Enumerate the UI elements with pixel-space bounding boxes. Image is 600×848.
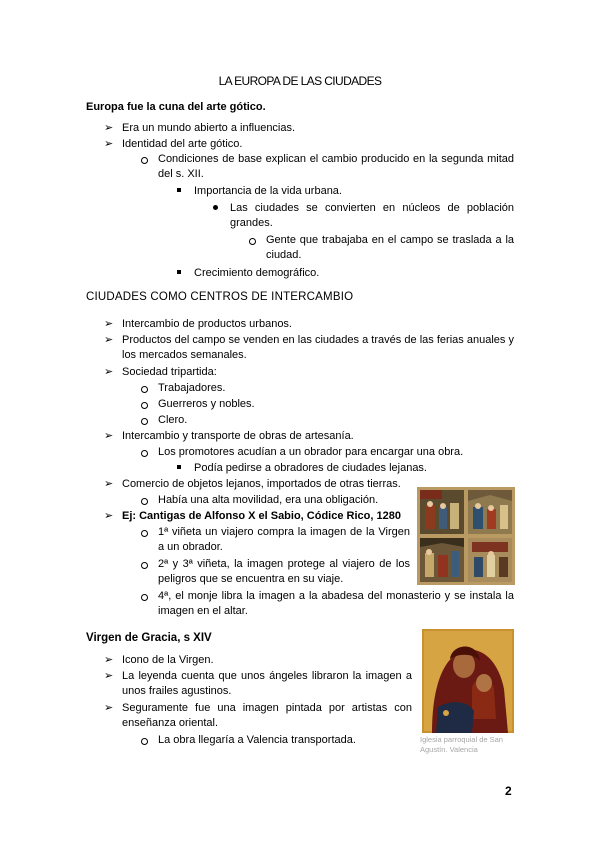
list-item: 2ª y 3ª viñeta, la imagen protege al viajero de los peligros que se encuentra en su viaje.: [158, 558, 410, 585]
cantigas-illustration: [417, 487, 515, 585]
arrow-bullet-icon: ➢: [104, 318, 114, 330]
square-bullet-icon: [177, 465, 181, 469]
list-item: Clero.: [158, 414, 188, 426]
circle-bullet-icon: [141, 738, 148, 745]
image-caption: Iglesia parroquial de San Agustín. Valencia: [420, 735, 503, 754]
vignette-3: [420, 538, 464, 582]
list-item: Seguramente fue una imagen pintada por artistas con enseñanza oriental.: [122, 702, 412, 729]
circle-bullet-icon: [141, 530, 148, 537]
list-item: 4ª, el monje libra la imagen a la abadesa del monasterio y se instala la imagen en el altar.: [158, 590, 514, 617]
vignette-2: [468, 490, 512, 534]
list-item: 1ª viñeta un viajero compra la imagen de la Virgen a un obrador.: [158, 526, 410, 553]
dot-bullet-icon: [213, 205, 218, 210]
list-item: Icono de la Virgen.: [122, 654, 214, 666]
section-heading: Virgen de Gracia, s XIV: [86, 632, 212, 644]
list-item: Gente que trabajaba en el campo se traslada a la ciudad.: [266, 234, 514, 261]
list-item: Comercio de objetos lejanos, importados de otras tierras.: [122, 478, 401, 490]
circle-bullet-icon: [141, 402, 148, 409]
arrow-bullet-icon: ➢: [104, 366, 114, 378]
circle-bullet-icon: [141, 157, 148, 164]
virgen-de-gracia-icon-painting: [422, 629, 514, 733]
arrow-bullet-icon: ➢: [104, 122, 114, 134]
list-item: Productos del campo se venden en las ciudades a través de las ferias anuales y los mercados semanales.: [122, 334, 514, 361]
list-item: La obra llegaría a Valencia transportada.: [158, 734, 356, 746]
circle-bullet-icon: [141, 498, 148, 505]
arrow-bullet-icon: ➢: [104, 670, 114, 682]
list-item: Podía pedirse a obradores de ciudades lejanas.: [194, 462, 427, 474]
list-item: Los promotores acudían a un obrador para encargar una obra.: [158, 446, 464, 458]
list-item: Intercambio y transporte de obras de artesanía.: [122, 430, 354, 442]
arrow-bullet-icon: ➢: [104, 138, 114, 150]
list-item: Las ciudades se convierten en núcleos de población grandes.: [230, 202, 514, 229]
page-number: 2: [505, 784, 512, 798]
list-item: Sociedad tripartida:: [122, 366, 217, 378]
arrow-bullet-icon: ➢: [104, 478, 114, 490]
intro-heading: Europa fue la cuna del arte gótico.: [86, 101, 266, 113]
list-item: Guerreros y nobles.: [158, 398, 255, 410]
section-heading: CIUDADES COMO CENTROS DE INTERCAMBIO: [86, 291, 354, 303]
circle-bullet-icon: [249, 238, 256, 245]
arrow-bullet-icon: ➢: [104, 702, 114, 714]
square-bullet-icon: [177, 270, 181, 274]
vignette-4: [468, 538, 512, 582]
list-item: La leyenda cuenta que unos ángeles libraron la imagen a unos frailes agustinos.: [122, 670, 412, 697]
arrow-bullet-icon: ➢: [104, 334, 114, 346]
list-item: Condiciones de base explican el cambio producido en la segunda mitad del s. XII.: [158, 153, 514, 180]
square-bullet-icon: [177, 188, 181, 192]
circle-bullet-icon: [141, 562, 148, 569]
arrow-bullet-icon: ➢: [104, 430, 114, 442]
list-item: Era un mundo abierto a influencias.: [122, 122, 296, 134]
vignette-1: [420, 490, 464, 534]
list-item: Crecimiento demográfico.: [194, 267, 320, 279]
list-item: Ej: Cantigas de Alfonso X el Sabio, Códice Rico, 1280: [122, 510, 401, 522]
arrow-bullet-icon: ➢: [104, 654, 114, 666]
list-item: Importancia de la vida urbana.: [194, 185, 342, 197]
arrow-bullet-icon: ➢: [104, 510, 114, 522]
list-item: Identidad del arte gótico.: [122, 138, 243, 150]
circle-bullet-icon: [141, 594, 148, 601]
list-item: Había una alta movilidad, era una obligación.: [158, 494, 379, 506]
list-item: Intercambio de productos urbanos.: [122, 318, 292, 330]
circle-bullet-icon: [141, 418, 148, 425]
page-title: LA EUROPA DE LAS CIUDADES: [218, 74, 382, 88]
circle-bullet-icon: [141, 386, 148, 393]
list-item: Trabajadores.: [158, 382, 226, 394]
circle-bullet-icon: [141, 450, 148, 457]
